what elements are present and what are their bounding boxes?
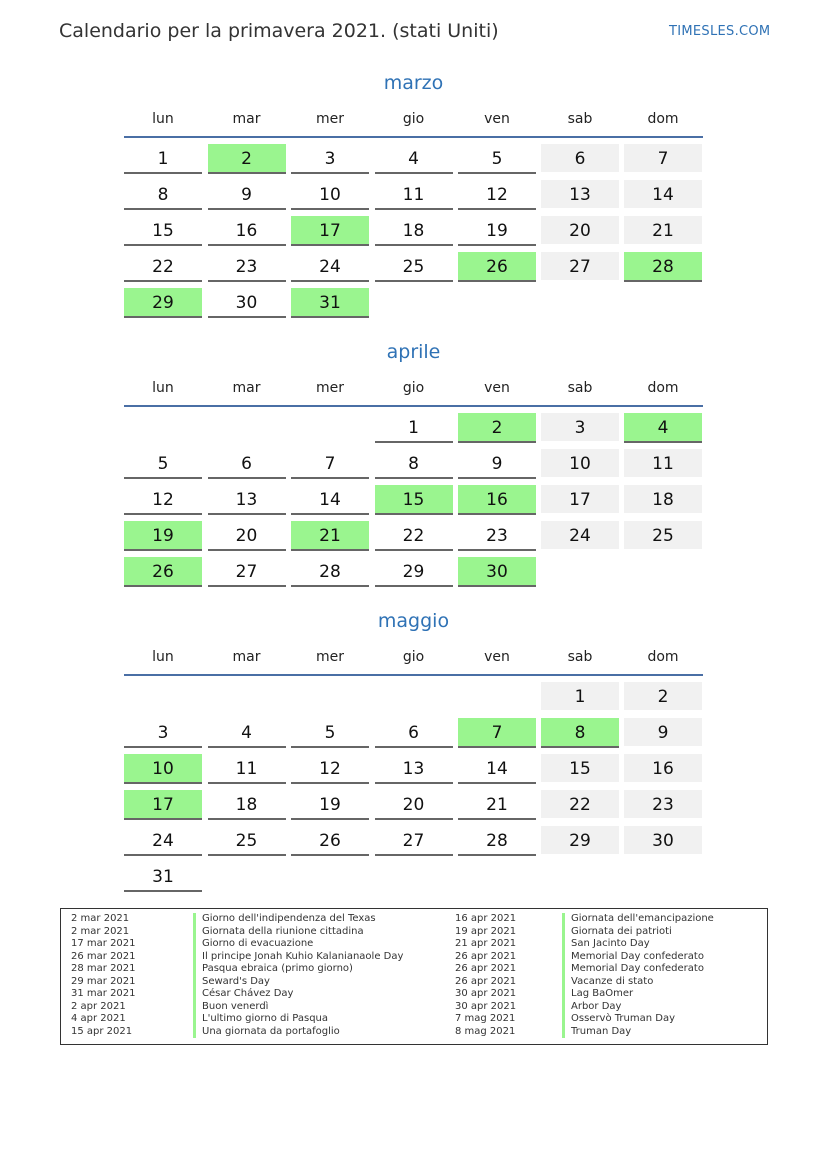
day-cell: 27 — [208, 557, 286, 587]
legend-holiday-name: Lag BaOmer — [571, 988, 634, 999]
day-cell: 9 — [458, 449, 536, 479]
day-cell: 27 — [375, 826, 453, 856]
legend-date: 21 apr 2021 — [455, 938, 517, 949]
day-cell: 2 — [458, 413, 536, 443]
day-cell: 8 — [124, 180, 202, 210]
day-cell: 15 — [541, 754, 619, 784]
legend-holiday-name: Giornata dei patrioti — [571, 925, 672, 937]
day-cell: 24 — [541, 521, 619, 551]
legend-date: 2 apr 2021 — [71, 1000, 126, 1012]
day-cell: 19 — [291, 790, 369, 820]
legend-holiday-name: Il principe Jonah Kuhio Kalanianaole Day — [202, 950, 404, 962]
day-cell: 20 — [375, 790, 453, 820]
day-cell: 17 — [541, 485, 619, 515]
legend-date: 7 mag 2021 — [455, 1013, 516, 1024]
legend-date: 15 apr 2021 — [71, 1025, 133, 1037]
day-cell: 11 — [375, 180, 453, 210]
legend-date: 16 apr 2021 — [455, 913, 517, 924]
weekday-label: dom — [647, 649, 679, 665]
weekday-label: lun — [152, 649, 174, 665]
day-cell: 3 — [124, 718, 202, 748]
month-title: maggio — [377, 610, 450, 632]
legend-holiday-name: L'ultimo giorno di Pasqua — [202, 1013, 329, 1024]
day-cell: 6 — [208, 449, 286, 479]
day-cell: 3 — [291, 144, 369, 174]
site-link[interactable]: TIMESLES.COM — [669, 24, 771, 39]
day-cell: 21 — [458, 790, 536, 820]
weekday-label: lun — [152, 380, 174, 396]
day-cell: 1 — [124, 144, 202, 174]
day-cell: 20 — [541, 216, 619, 246]
day-cell: 4 — [375, 144, 453, 174]
day-cell: 12 — [458, 180, 536, 210]
legend-date: 2 mar 2021 — [71, 925, 130, 937]
legend-date: 30 apr 2021 — [455, 1000, 517, 1012]
legend-holiday-name: Giorno di evacuazione — [202, 938, 314, 949]
day-cell: 8 — [541, 718, 619, 748]
day-cell: 10 — [124, 754, 202, 784]
month-title: marzo — [383, 72, 444, 94]
day-cell: 13 — [541, 180, 619, 210]
day-cell: 16 — [458, 485, 536, 515]
day-cell: 28 — [624, 252, 702, 282]
day-cell: 5 — [291, 718, 369, 748]
day-cell: 2 — [208, 144, 286, 174]
day-cell: 23 — [208, 252, 286, 282]
day-cell: 7 — [458, 718, 536, 748]
day-cell: 31 — [291, 288, 369, 318]
day-cell: 11 — [208, 754, 286, 784]
day-cell: 11 — [624, 449, 702, 479]
day-cell: 19 — [124, 521, 202, 551]
day-cell: 17 — [124, 790, 202, 820]
legend-date: 26 apr 2021 — [455, 950, 517, 962]
day-cell: 9 — [208, 180, 286, 210]
day-cell: 5 — [458, 144, 536, 174]
day-cell: 23 — [458, 521, 536, 551]
day-cell: 24 — [291, 252, 369, 282]
header-divider — [124, 674, 703, 676]
day-cell: 21 — [624, 216, 702, 246]
weekday-label: ven — [484, 111, 510, 127]
day-cell: 16 — [624, 754, 702, 784]
day-cell: 12 — [291, 754, 369, 784]
day-cell: 25 — [624, 521, 702, 551]
weekday-label: ven — [484, 649, 510, 665]
day-cell: 1 — [375, 413, 453, 443]
legend-date: 31 mar 2021 — [71, 988, 136, 999]
legend-date: 30 apr 2021 — [455, 988, 517, 999]
day-cell: 10 — [541, 449, 619, 479]
weekday-label: sab — [567, 111, 593, 127]
day-cell: 6 — [541, 144, 619, 174]
day-cell: 25 — [208, 826, 286, 856]
weekday-label: ven — [484, 380, 510, 396]
day-cell: 2 — [624, 682, 702, 712]
day-cell: 7 — [291, 449, 369, 479]
legend-holiday-name: Arbor Day — [571, 1000, 622, 1012]
header-divider — [124, 136, 703, 138]
legend-date: 8 mag 2021 — [455, 1025, 516, 1037]
day-cell: 12 — [124, 485, 202, 515]
weekday-label: dom — [647, 380, 679, 396]
weekday-label: mer — [315, 111, 344, 127]
day-cell: 9 — [624, 718, 702, 748]
legend-holiday-name: Buon venerdì — [202, 1000, 269, 1012]
day-cell: 5 — [124, 449, 202, 479]
legend-holiday-name: Seward's Day — [202, 975, 270, 987]
day-cell: 23 — [624, 790, 702, 820]
weekday-label: lun — [152, 111, 174, 127]
legend-holiday-name: Una giornata da portafoglio — [202, 1025, 340, 1037]
legend-holiday-name: Truman Day — [571, 1025, 632, 1037]
legend-date: 2 mar 2021 — [71, 913, 130, 924]
legend-date: 29 mar 2021 — [71, 975, 136, 987]
legend-holiday-name: San Jacinto Day — [571, 938, 650, 949]
legend-holiday-name: Memorial Day confederato — [571, 950, 704, 962]
day-cell: 1 — [541, 682, 619, 712]
legend-holiday-name: César Chávez Day — [202, 988, 294, 999]
day-cell: 15 — [124, 216, 202, 246]
day-cell: 24 — [124, 826, 202, 856]
day-cell: 28 — [458, 826, 536, 856]
day-cell: 8 — [375, 449, 453, 479]
day-cell: 17 — [291, 216, 369, 246]
legend-date: 17 mar 2021 — [71, 938, 136, 949]
day-cell: 29 — [124, 288, 202, 318]
legend-date: 28 mar 2021 — [71, 963, 136, 974]
legend-date: 26 mar 2021 — [71, 950, 136, 962]
day-cell: 14 — [458, 754, 536, 784]
legend-holiday-name: Osservò Truman Day — [571, 1013, 675, 1024]
day-cell: 7 — [624, 144, 702, 174]
day-cell: 6 — [375, 718, 453, 748]
legend-date: 26 apr 2021 — [455, 963, 517, 974]
header-divider — [124, 405, 703, 407]
legend-holiday-name: Giorno dell'indipendenza del Texas — [202, 913, 376, 924]
day-cell: 3 — [541, 413, 619, 443]
weekday-label: sab — [567, 649, 593, 665]
day-cell: 26 — [124, 557, 202, 587]
day-cell: 29 — [541, 826, 619, 856]
day-cell: 14 — [624, 180, 702, 210]
day-cell: 15 — [375, 485, 453, 515]
day-cell: 28 — [291, 557, 369, 587]
day-cell: 18 — [624, 485, 702, 515]
day-cell: 27 — [541, 252, 619, 282]
weekday-label: gio — [402, 380, 425, 396]
day-cell: 20 — [208, 521, 286, 551]
day-cell: 13 — [375, 754, 453, 784]
weekday-label: mar — [232, 111, 261, 127]
weekday-label: mar — [232, 649, 261, 665]
day-cell: 30 — [458, 557, 536, 587]
day-cell: 18 — [375, 216, 453, 246]
day-cell: 22 — [124, 252, 202, 282]
weekday-label: mer — [315, 649, 344, 665]
day-cell: 14 — [291, 485, 369, 515]
day-cell: 25 — [375, 252, 453, 282]
page-title: Calendario per la primavera 2021. (stati Uniti) — [59, 20, 499, 42]
legend-holiday-name: Giornata della riunione cittadina — [202, 925, 364, 937]
weekday-label: gio — [402, 111, 425, 127]
holiday-legend — [60, 908, 768, 1045]
legend-holiday-name: Pasqua ebraica (primo giorno) — [202, 963, 353, 974]
day-cell: 30 — [624, 826, 702, 856]
legend-holiday-name: Giornata dell'emancipazione — [571, 913, 714, 924]
legend-date: 26 apr 2021 — [455, 975, 517, 987]
legend-holiday-name: Memorial Day confederato — [571, 963, 704, 974]
day-cell: 29 — [375, 557, 453, 587]
day-cell: 16 — [208, 216, 286, 246]
day-cell: 4 — [624, 413, 702, 443]
day-cell: 13 — [208, 485, 286, 515]
month-title: aprile — [386, 341, 441, 363]
day-cell: 22 — [375, 521, 453, 551]
weekday-label: mar — [232, 380, 261, 396]
day-cell: 26 — [291, 826, 369, 856]
day-cell: 10 — [291, 180, 369, 210]
day-cell: 22 — [541, 790, 619, 820]
legend-date: 4 apr 2021 — [71, 1013, 126, 1024]
day-cell: 19 — [458, 216, 536, 246]
weekday-label: gio — [402, 649, 425, 665]
weekday-label: sab — [567, 380, 593, 396]
weekday-label: dom — [647, 111, 679, 127]
weekday-label: mer — [315, 380, 344, 396]
legend-holiday-name: Vacanze di stato — [571, 975, 654, 987]
day-cell: 4 — [208, 718, 286, 748]
day-cell: 30 — [208, 288, 286, 318]
day-cell: 31 — [124, 862, 202, 892]
legend-date: 19 apr 2021 — [455, 925, 517, 937]
day-cell: 26 — [458, 252, 536, 282]
day-cell: 21 — [291, 521, 369, 551]
day-cell: 18 — [208, 790, 286, 820]
